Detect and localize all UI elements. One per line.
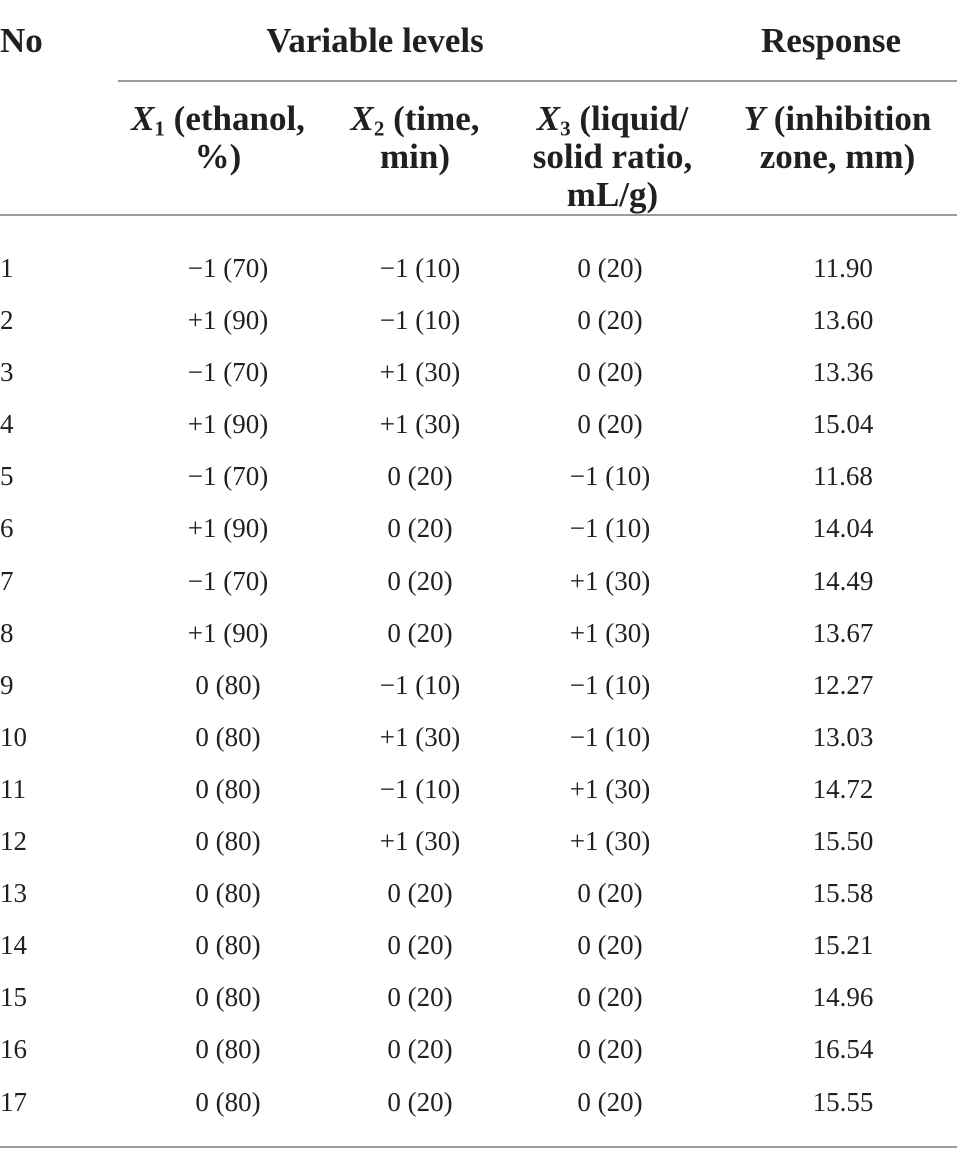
cell-no: 8 <box>0 617 14 648</box>
cell-x1: −1 (70) <box>187 565 269 596</box>
header-x3-liquid-solid-ratio <box>510 100 715 214</box>
table-row <box>0 346 957 398</box>
header-variable-levels: Variable levels <box>266 21 484 60</box>
cell-x2: 0 (20) <box>387 617 453 648</box>
y-symbol: Y <box>743 99 766 138</box>
cell-no: 12 <box>0 826 27 857</box>
table-row <box>0 502 957 554</box>
cell-y: 14.04 <box>812 513 874 544</box>
x2-symbol: X <box>350 99 374 138</box>
cell-x1: 0 (80) <box>195 930 261 961</box>
cell-x1: −1 (70) <box>187 357 269 388</box>
cell-no: 2 <box>0 305 14 336</box>
cell-x3: 0 (20) <box>577 1086 643 1117</box>
header-y-inhibition-zone <box>718 100 957 176</box>
table-row <box>0 659 957 711</box>
x3-label-line2: solid ratio, <box>532 137 693 176</box>
cell-x3: −1 (10) <box>569 721 651 752</box>
table-bottom-rule <box>0 1146 957 1148</box>
cell-no: 9 <box>0 669 14 700</box>
table-body <box>0 242 957 1128</box>
cell-x2: +1 (30) <box>379 357 461 388</box>
cell-x1: 0 (80) <box>195 826 261 857</box>
cell-x2: +1 (30) <box>379 409 461 440</box>
cell-y: 15.58 <box>812 878 874 909</box>
cell-no: 7 <box>0 565 14 596</box>
header-x1-ethanol <box>118 100 318 176</box>
cell-x2: 0 (20) <box>387 1034 453 1065</box>
cell-no: 3 <box>0 357 14 388</box>
cell-x2: 0 (20) <box>387 461 453 492</box>
cell-y: 14.49 <box>812 565 874 596</box>
cell-no: 13 <box>0 878 27 909</box>
table-row <box>0 919 957 971</box>
cell-y: 16.54 <box>812 1034 874 1065</box>
cell-x1: 0 (80) <box>195 1086 261 1117</box>
cell-x3: 0 (20) <box>577 253 643 283</box>
x1-label-line1: (ethanol, <box>164 99 305 138</box>
cell-x2: −1 (10) <box>379 305 461 336</box>
header-response: Response <box>760 21 902 60</box>
cell-x3: 0 (20) <box>577 878 643 909</box>
table-row <box>0 867 957 919</box>
header-x2-time <box>320 100 510 176</box>
cell-y: 15.04 <box>812 409 874 440</box>
cell-x1: +1 (90) <box>187 513 269 544</box>
cell-y: 15.21 <box>812 930 874 961</box>
cell-x2: +1 (30) <box>379 721 461 752</box>
cell-y: 11.68 <box>813 461 873 492</box>
x3-label-line1: (liquid/ <box>570 99 689 138</box>
cell-x3: −1 (10) <box>569 461 651 492</box>
cell-no: 10 <box>0 721 27 752</box>
cell-x3: −1 (10) <box>569 513 651 544</box>
cell-x2: 0 (20) <box>387 1086 453 1117</box>
cell-no: 4 <box>0 409 14 440</box>
cell-x1: +1 (90) <box>187 305 269 336</box>
cell-x3: 0 (20) <box>577 305 643 336</box>
x2-label-line1: (time, <box>384 99 480 138</box>
table-row <box>0 398 957 450</box>
cell-y: 13.67 <box>812 617 874 648</box>
cell-x2: −1 (10) <box>379 253 461 283</box>
x3-symbol: X <box>536 99 561 138</box>
y-label-line1: (inhibition <box>765 99 932 138</box>
table-row <box>0 971 957 1023</box>
cell-x1: 0 (80) <box>195 669 261 700</box>
cell-x1: 0 (80) <box>195 878 261 909</box>
cell-x3: +1 (30) <box>569 826 651 857</box>
cell-no: 5 <box>0 461 14 492</box>
header-rule <box>0 214 957 216</box>
x2-label-line2: min) <box>380 137 450 176</box>
cell-x2: −1 (10) <box>379 669 461 700</box>
cell-y: 15.55 <box>812 1086 874 1117</box>
cell-no: 1 <box>0 253 14 283</box>
cell-x1: −1 (70) <box>187 253 269 283</box>
cell-x2: 0 (20) <box>387 878 453 909</box>
x2-subscript: 2 <box>373 116 385 141</box>
cell-x3: 0 (20) <box>577 982 643 1013</box>
table-row <box>0 294 957 346</box>
table-row <box>0 450 957 502</box>
table-row <box>0 711 957 763</box>
y-label-line2: zone, mm) <box>759 137 916 176</box>
cell-no: 15 <box>0 982 27 1013</box>
x1-subscript: 1 <box>154 116 165 141</box>
cell-x2: 0 (20) <box>387 565 453 596</box>
cell-x1: 0 (80) <box>195 982 261 1013</box>
cell-x3: 0 (20) <box>577 930 643 961</box>
table-row <box>0 1023 957 1075</box>
cell-x1: −1 (70) <box>187 461 269 492</box>
table-row <box>0 242 957 294</box>
cell-y: 13.03 <box>812 721 874 752</box>
cell-x1: +1 (90) <box>187 617 269 648</box>
table-row <box>0 815 957 867</box>
cell-x2: −1 (10) <box>379 773 461 804</box>
x3-label-line3: mL/g) <box>566 175 659 214</box>
cell-no: 17 <box>0 1086 27 1117</box>
x3-subscript: 3 <box>560 116 571 141</box>
cell-y: 14.72 <box>812 773 874 804</box>
cell-x3: +1 (30) <box>569 773 651 804</box>
cell-no: 6 <box>0 513 14 544</box>
cell-y: 12.27 <box>812 669 874 700</box>
cell-x3: 0 (20) <box>577 357 643 388</box>
cell-x3: +1 (30) <box>569 617 651 648</box>
table-row <box>0 607 957 659</box>
cell-y: 11.90 <box>813 253 873 283</box>
cell-no: 16 <box>0 1034 27 1065</box>
cell-x1: 0 (80) <box>195 1034 261 1065</box>
cell-x2: 0 (20) <box>387 930 453 961</box>
cell-x2: +1 (30) <box>379 826 461 857</box>
cell-y: 14.96 <box>812 982 874 1013</box>
cell-x3: +1 (30) <box>569 565 651 596</box>
table-row <box>0 555 957 607</box>
cell-no: 11 <box>0 773 26 804</box>
cell-y: 13.60 <box>812 305 874 336</box>
x1-label-line2: %) <box>194 137 242 176</box>
cell-x1: 0 (80) <box>195 773 261 804</box>
cell-x1: 0 (80) <box>195 721 261 752</box>
cell-x2: 0 (20) <box>387 513 453 544</box>
cell-y: 13.36 <box>812 357 874 388</box>
cell-x2: 0 (20) <box>387 982 453 1013</box>
cell-x1: +1 (90) <box>187 409 269 440</box>
cell-y: 15.50 <box>812 826 874 857</box>
cell-x3: 0 (20) <box>577 409 643 440</box>
cell-x3: −1 (10) <box>569 669 651 700</box>
table-row <box>0 763 957 815</box>
table-row <box>0 1076 957 1128</box>
header-no: No <box>0 21 43 60</box>
cell-no: 14 <box>0 930 27 961</box>
group-header-rule <box>118 80 957 82</box>
x1-symbol: X <box>131 99 155 138</box>
cell-x3: 0 (20) <box>577 1034 643 1065</box>
